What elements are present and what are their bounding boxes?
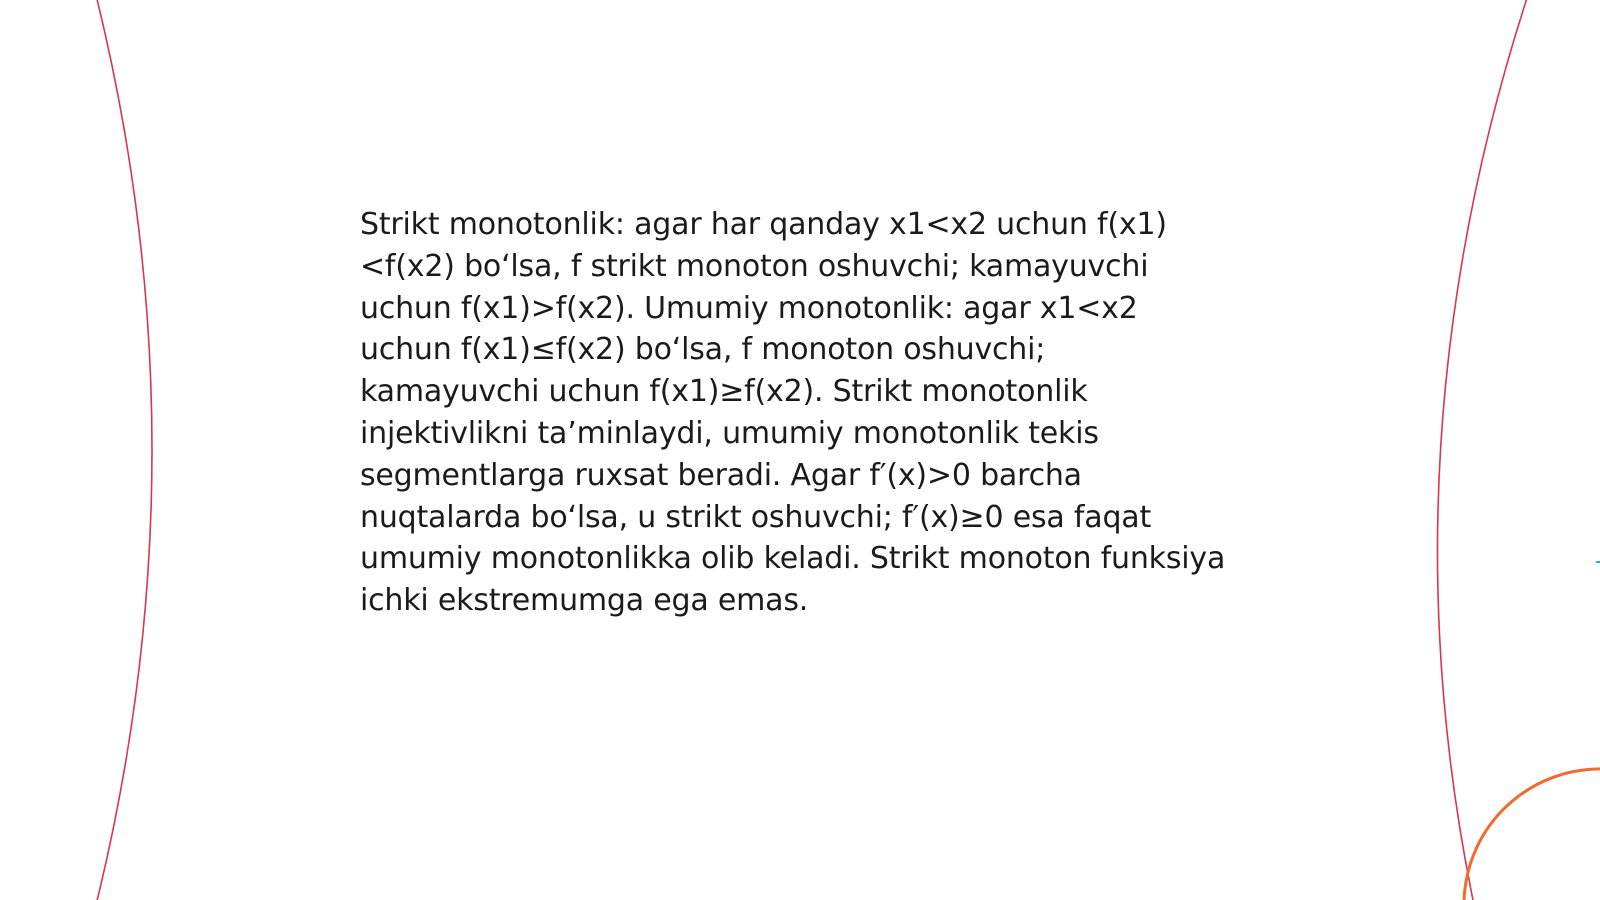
slide-body-text: Strikt monotonlik: agar har qanday x1<x2 uchun f(x1)<f(x2) bo‘lsa, f strikt monoton oshuvchi; kamayuvchi uchun f(x1)>f(x2). Umumiy monotonlik: agar x1<x2 uchun f(x1)≤f(x2) bo‘lsa, f monoton oshuvchi; kamayuvchi uchun f(x1)≥f(x2). Strikt monotonlik injektivlikni ta’minlaydi, umumiy monotonlik tekis segmentlarga ruxsat beradi. Agar f′(x)>0 barcha nuqtalarda bo‘lsa, u strikt oshuvchi; f′(x)≥0 esa faqat umumiy monotonlikka olib keladi. Strikt monoton funksiya ichki ekstremumga ega emas.	[360, 207, 1226, 619]
corner-circle-decoration	[1464, 769, 1600, 900]
right-arc-decoration	[1437, 0, 1528, 900]
left-arc-decoration	[96, 0, 152, 900]
